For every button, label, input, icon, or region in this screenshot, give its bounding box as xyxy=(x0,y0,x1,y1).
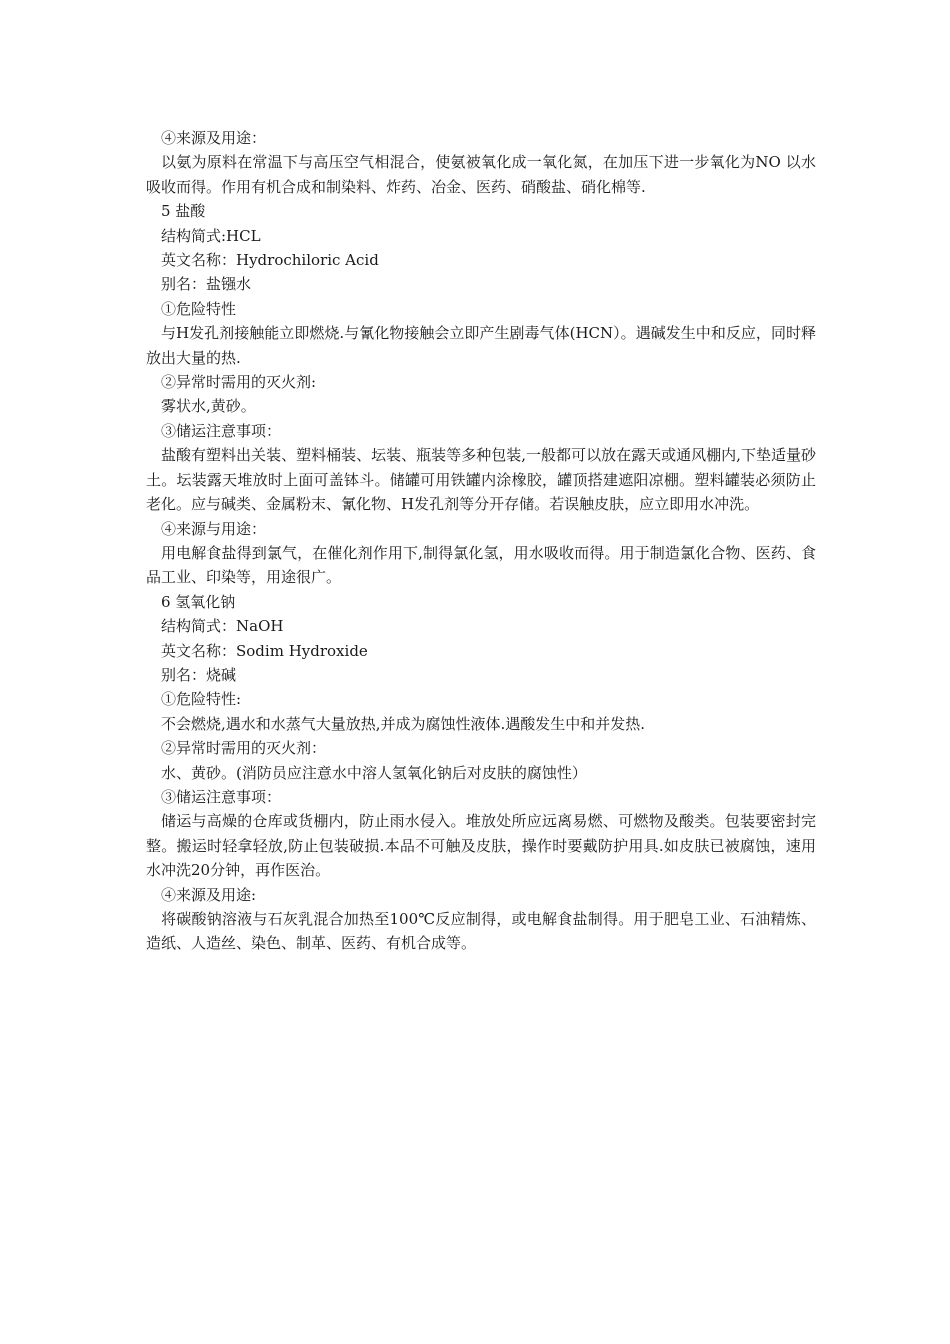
section5-hazard-heading: ①危险特性 xyxy=(161,299,237,318)
section6-alias: 别名：烧碱 xyxy=(161,665,237,684)
section4-source-heading: ④来源及用途： xyxy=(161,129,267,147)
section6-source-heading: ④来源及用途: xyxy=(161,885,257,904)
section6-english-name: 英文名称：Sodim Hydroxide xyxy=(161,641,368,660)
section6-formula: 结构简式：NaOH xyxy=(161,617,284,636)
section6-extinguish-text: 水、黄砂。(消防员应注意水中溶人氢氧化钠后对皮肤的腐蚀性） xyxy=(161,763,587,782)
section5-storage-heading: ③储运注意事项： xyxy=(161,421,282,440)
section5-alias: 别名：盐镪水 xyxy=(161,275,252,294)
section4-source-text: 以氨为原料在常温下与高压空气相混合，使氨被氧化成一氧化氮，在加压下进一步氧化为NO 以水吸收而得。作用有机合成和制染料、炸药、冶金、医药、硝酸盐、硝化棉等. xyxy=(146,153,816,196)
section5-source-heading: ④来源与用途： xyxy=(161,519,267,538)
section5-hazard-text: 与H发孔剂接触能立即燃烧.与氰化物接触会立即产生剧毒气体(HCN）。遇碱发生中和反应，同时释放出大量的热. xyxy=(146,324,816,367)
section6-extinguish-heading: ②异常时需用的灭火剂： xyxy=(161,739,327,758)
section5-source-text: 用电解食盐得到氯气，在催化剂作用下,制得氯化氢，用水吸收而得。用于制造氯化合物、医药、食品工业、印染等，用途很广。 xyxy=(146,543,816,587)
section5-extinguish-text: 雾状水,黄砂。 xyxy=(161,397,256,416)
section5-title: 5 盐酸 xyxy=(161,202,206,221)
section6-hazard-heading: ①危险特性: xyxy=(161,690,242,709)
section6-source-text: 将碳酸钠溶液与石灰乳混合加热至100℃反应制得，或电解食盐制得。用于肥皂工业、石油精炼、造纸、人造丝、染色、制革、医药、有机合成等。 xyxy=(146,910,816,953)
section5-extinguish-heading: ②异常时需用的灭火剂: xyxy=(161,373,317,392)
section6-storage-heading: ③储运注意事项： xyxy=(161,787,282,806)
section6-storage-text: 储运与高燥的仓库或货棚内，防止雨水侵入。堆放处所应远离易燃、可燃物及酸类。包装要密封完整。搬运时轻拿轻放,防止包装破损.本品不可触及皮肤，操作时要戴防护用具.如皮肤已被腐蚀，速用水冲洗20分钟，再作医治。 xyxy=(146,812,816,880)
section6-hazard-text: 不会燃烧,遇水和水蒸气大量放热,并成为腐蚀性液体.遇酸发生中和并发热. xyxy=(161,714,646,733)
section5-english-name: 英文名称：Hydrochiloric Acid xyxy=(161,251,379,270)
section6-title: 6 氢氧化钠 xyxy=(161,592,236,611)
document-body xyxy=(146,126,816,956)
section5-formula: 结构简式:HCL xyxy=(161,226,261,245)
section5-storage-text: 盐酸有塑料出关装、塑料桶装、坛装、瓶装等多种包装,一般都可以放在露天或通风棚内,下垫适量砂土。坛装露天堆放时上面可盖钵斗。储罐可用铁罐内涂橡胶，罐顶搭建遮阳凉棚。塑料罐装必须防止老化。应与碱类、金属粉末、氰化物、H发孔剂等分开存储。若误触皮肤，应立即用水冲洗。 xyxy=(146,446,816,514)
